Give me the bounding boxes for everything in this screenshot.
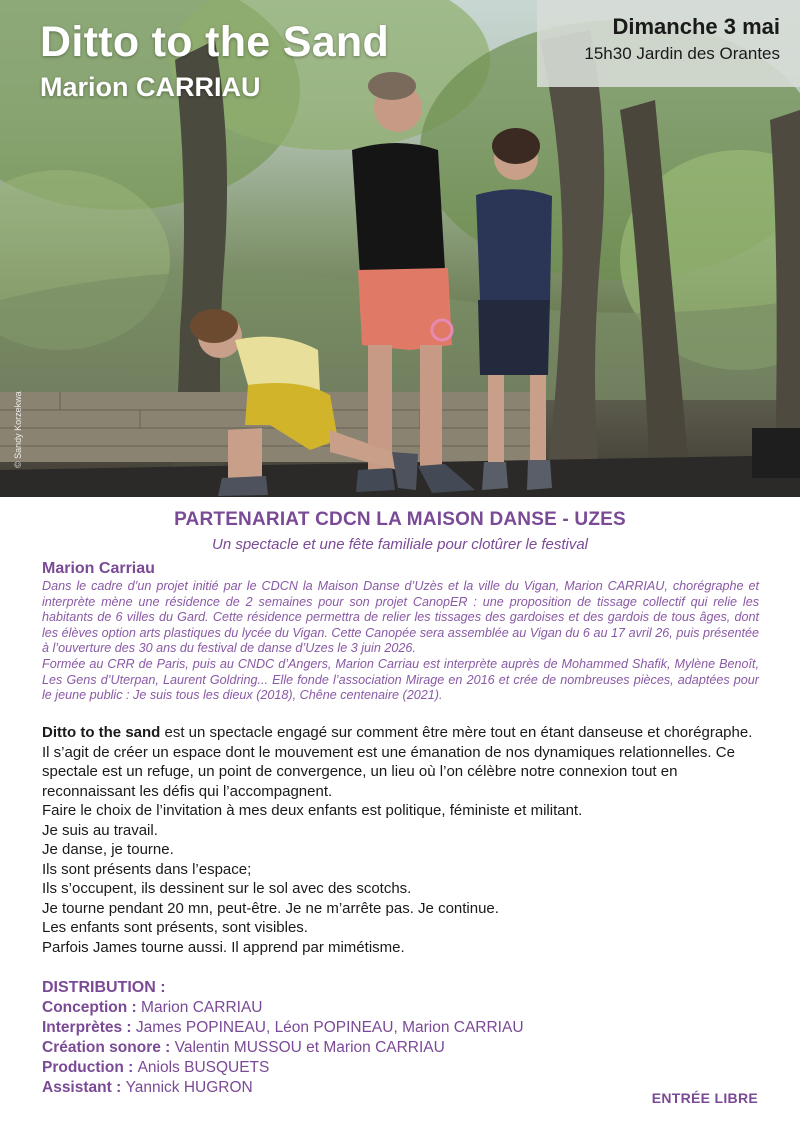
credit-row bbox=[42, 1058, 524, 1078]
credit-role: Conception : bbox=[42, 999, 142, 1016]
hero-photo bbox=[0, 0, 800, 497]
credit-role: Production : bbox=[42, 1059, 138, 1076]
event-time-place: 15h30 Jardin des Orantes bbox=[584, 44, 780, 63]
artist-name: Marion CARRIAU bbox=[40, 72, 261, 102]
free-entry-label: ENTRÉE LIBRE bbox=[651, 1090, 758, 1106]
text-line: Parfois James tourne aussi. Il apprend par mimétisme. bbox=[42, 938, 405, 956]
bio-text bbox=[42, 579, 759, 704]
credit-value: Yannick HUGRON bbox=[125, 1079, 253, 1096]
text-line: Ils s’occupent, ils dessinent sur le sol avec des scotchs. bbox=[42, 880, 412, 897]
show-title: Ditto to the Sand bbox=[40, 18, 390, 66]
intro-lead: Ditto to the sand bbox=[42, 724, 161, 741]
text-line: Les enfants sont présents, sont visibles. bbox=[42, 919, 308, 936]
date-box bbox=[537, 0, 800, 87]
credit-value: Marion CARRIAU bbox=[141, 999, 263, 1016]
subtitle: Un spectacle et une fête familiale pour clotûrer le festival bbox=[211, 536, 589, 553]
intro-rest: est un spectacle engagé sur comment être mère tout en étant danseuse et chorégraphe. Il s’agit de créer un espace dont le mouvement est une émanation de nos dynamiques relationnelles. Ce spectale est un refuge, un point de convergence, un lieu où l’on célèbre notre connexion tout en reconnaissant les défis qui l’accompagnent. bbox=[42, 724, 753, 800]
distribution bbox=[42, 978, 524, 1098]
event-date: Dimanche 3 mai bbox=[612, 14, 780, 39]
bio-paragraph: Formée au CRR de Paris, puis au CNDC d’Angers, Marion Carriau est interprète auprès de Mohammed Shafik, Mylène Benoît, Les Gens d’Uterpan, Laurent Goldring... Elle fonde l’association Mirage en 2016 et crée de nombreuses pièces, adaptées pour le jeune public : Je suis tous les dieux (2018), Chêne centenaire (2021). bbox=[42, 656, 759, 703]
credit-value: James POPINEAU, Léon POPINEAU, Marion CARRIAU bbox=[135, 1019, 524, 1036]
photo-credit: © Sandy Korzekwa bbox=[13, 391, 23, 468]
text-line: Je suis au travail. bbox=[42, 821, 158, 839]
credit-row bbox=[42, 998, 524, 1018]
credit-row bbox=[42, 1018, 524, 1038]
credit-role: Interprètes : bbox=[42, 1019, 136, 1036]
credit-value: Valentin MUSSOU et Marion CARRIAU bbox=[174, 1039, 445, 1056]
partnership-heading: PARTENARIAT CDCN LA MAISON DANSE - UZES bbox=[174, 509, 626, 530]
text-line: Je danse, je tourne. bbox=[42, 841, 174, 858]
credit-row bbox=[42, 1078, 524, 1098]
credit-row bbox=[42, 1038, 524, 1058]
bio-name: Marion Carriau bbox=[42, 560, 155, 577]
credit-role: Assistant : bbox=[42, 1079, 126, 1096]
text-line: Je tourne pendant 20 mn, peut-être. Je ne m’arrête pas. Je continue. bbox=[42, 899, 499, 917]
main-text bbox=[42, 723, 762, 957]
text-line: Ils sont présents dans l’espace; bbox=[42, 860, 252, 878]
credit-role: Création sonore : bbox=[42, 1039, 175, 1056]
distribution-heading: DISTRIBUTION : bbox=[42, 979, 166, 996]
credit-value: Aniols BUSQUETS bbox=[137, 1059, 270, 1076]
intro-paragraph bbox=[42, 723, 762, 801]
text-line: Faire le choix de l’invitation à mes deux enfants est politique, féministe et militant. bbox=[42, 802, 583, 819]
bio-paragraph: Dans le cadre d’un projet initié par le CDCN la Maison Danse d’Uzès et la ville du Vigan, Marion CARRIAU, chorégraphe et interprète mène une résidence de 2 semaines pour son projet CanopER : une proposition de tissage collectif qui relie les habitants de 6 villes du Gard. Cette résidence permettra de relier les tissages des gardoises et des gardois de tous âges, dont les élèves option arts plastiques du lycée du Vigan. Cette Canopée sera assemblée au Vigan du 6 au 17 avril 26, puis présentée à l’ouverture des 30 ans du festival de danse d’Uzes le 3 juin 2026. bbox=[42, 579, 759, 656]
